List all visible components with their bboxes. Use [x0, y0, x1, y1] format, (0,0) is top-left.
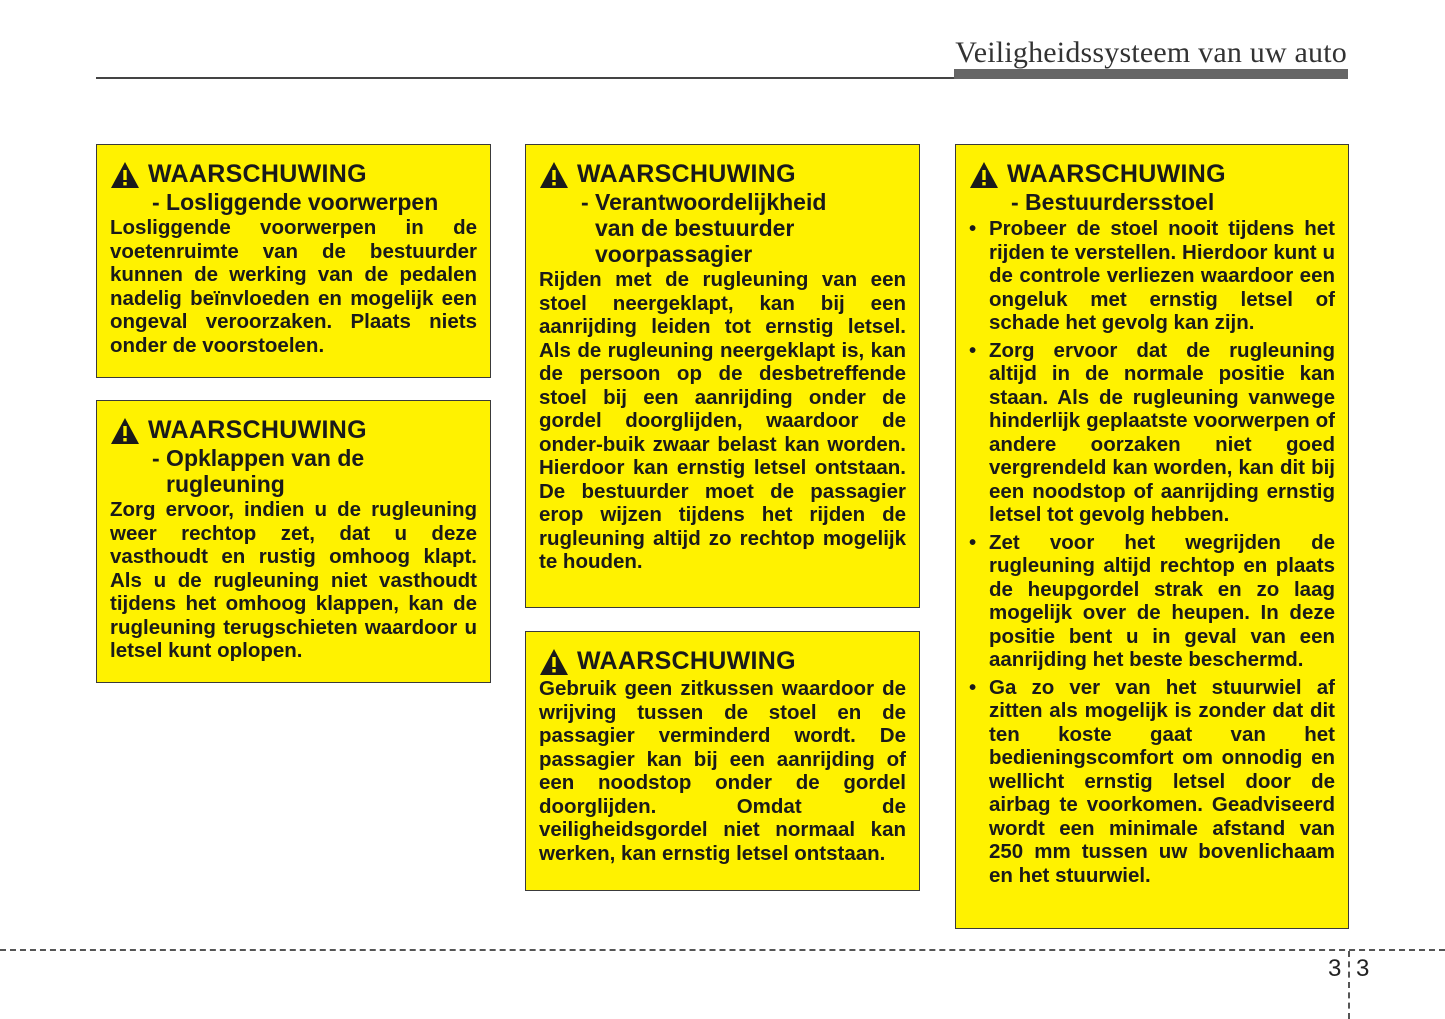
warning-title: WAARSCHUWING: [577, 160, 796, 188]
list-item: • Zet voor het wegrijden de rugleuning altijd rechtop en plaats de heupgordel strak en zo laag mogelijk over de heupen. In deze positie bent u in geval van een aanrijding het beste beschermd.: [969, 531, 1335, 672]
warning-triangle-icon: [539, 161, 569, 189]
warning-title: WAARSCHUWING: [148, 160, 367, 188]
warning-title: WAARSCHUWING: [1007, 160, 1226, 188]
warning-subtitle: - Bestuurdersstoel: [1011, 189, 1215, 215]
footer-dashed-rule: [0, 949, 1445, 951]
warning-bullet-list: [969, 217, 1335, 887]
warning-body: Losliggende voorwerpen in de voetenruimte van de bestuurder kunnen de werking van de pedalen nadelig beïnvloeden en mogelijk een ongeval veroorzaken. Plaats niets onder de voorstoelen.: [110, 216, 477, 357]
warning-box-seat-cushion: [525, 631, 920, 891]
list-item: • Ga zo ver van het stuurwiel af zitten als mogelijk is zonder dat dit ten koste gaat van het bedieningscomfort om onnodig en wellicht ernstig letsel door de airbag te voorkomen. Geadviseerd wordt een minimale afstand van 250 mm tussen uw bovenlichaam en het stuurwiel.: [969, 676, 1335, 888]
list-item: • Probeer de stoel nooit tijdens het rijden te verstellen. Hierdoor kunt u de controle verliezen waardoor een ongeluk met ernstig letsel of schade het gevolg kan zijn.: [969, 217, 1335, 335]
warning-title: WAARSCHUWING: [148, 416, 367, 444]
header-accent-bar: [954, 69, 1348, 79]
chapter-number: 3: [1328, 955, 1342, 982]
warning-subtitle: - Opklappen van de: [152, 445, 365, 471]
page-number-divider: [1348, 951, 1350, 1019]
warning-box-driver-seat: [955, 144, 1349, 929]
warning-box-driver-responsibility: [525, 144, 920, 608]
warning-subtitle: voorpassagier: [595, 241, 753, 267]
warning-body: Gebruik geen zitkussen waardoor de wrijving tussen de stoel en de passagier verminderd wordt. De passagier kan bij een aanrijding of een noodstop onder de gordel doorglijden. Omdat de veiligheidsgordel niet normaal kan werken, kan ernstig letsel ontstaan.: [539, 677, 906, 865]
warning-subtitle: - Losliggende voorwerpen: [152, 189, 439, 215]
warning-subtitle: - Verantwoordelijkheid: [581, 189, 827, 215]
warning-box-folding-backrest: [96, 400, 491, 683]
warning-box-loose-objects: [96, 144, 491, 378]
warning-triangle-icon: [539, 648, 569, 676]
warning-triangle-icon: [110, 417, 140, 445]
warning-subtitle: van de bestuurder: [595, 215, 795, 241]
warning-title: WAARSCHUWING: [577, 647, 796, 675]
page-number: 3: [1356, 955, 1370, 982]
warning-body: Zorg ervoor, indien u de rugleuning weer rechtop zet, dat u deze vasthoudt en rustig omhoog klapt. Als u de rugleuning niet vasthoudt tijdens het omhoog klappen, kan de rugleuning terugschieten waardoor u letsel kunt oplopen.: [110, 498, 477, 662]
warning-triangle-icon: [969, 161, 999, 189]
page-header-title: Veiligheidssysteem van uw auto: [955, 36, 1347, 69]
warning-body: Rijden met de rugleuning van een stoel neergeklapt, kan bij een aanrijding leiden tot ernstig letsel. Als de rugleuning neergeklapt is, kan de persoon op de desbetreffende stoel bij een aanrijding onder de gordel doorglijden, waardoor de onder-buik zwaar belast kan worden. Hierdoor kan ernstig letsel ontstaan. De bestuurder moet de passagier erop wijzen tijdens het rijden de rugleuning altijd zo rechtop mogelijk te houden.: [539, 268, 906, 573]
warning-triangle-icon: [110, 161, 140, 189]
header-rule: [96, 77, 954, 79]
warning-subtitle: rugleuning: [166, 471, 285, 497]
list-item: • Zorg ervoor dat de rugleuning altijd in de normale positie kan staan. Als de rugleuning vanwege hinderlijk geplaatste voorwerpen of andere oorzaken niet goed vergrendeld kan worden, kan dit bij een noodstop of aanrijding ernstig letsel tot gevolg hebben.: [969, 339, 1335, 527]
